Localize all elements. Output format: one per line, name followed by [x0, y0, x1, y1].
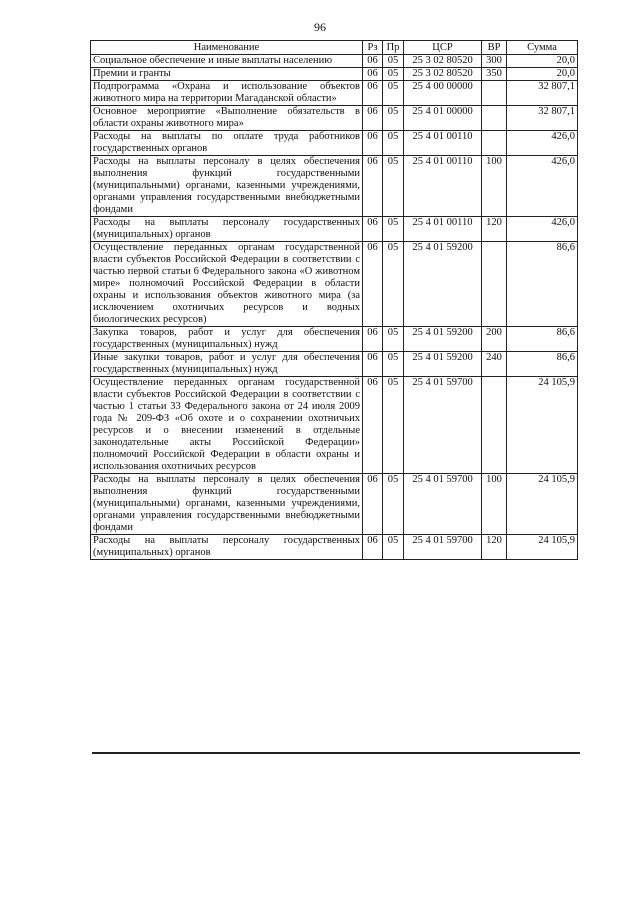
header-name: Наименование	[91, 41, 363, 55]
cell-vr: 240	[482, 352, 507, 377]
table-row	[91, 474, 578, 535]
cell-pr: 05	[383, 81, 404, 106]
cell-vr	[482, 377, 507, 474]
cell-name: Расходы на выплаты персоналу государственных (муниципальных) органов	[91, 217, 363, 242]
cell-csr: 25 4 01 59700	[404, 474, 482, 535]
cell-name: Осуществление переданных органам государственной власти субъектов Российской Федерации в соответствии с частью первой статьи 6 Федерального закона «О животном мире» полномочий Российской Федерации в области охраны и использования объектов животного мира (за исключением охотничьих ресурсов и водных биологических ресурсов)	[91, 242, 363, 327]
cell-vr: 350	[482, 68, 507, 81]
cell-vr: 200	[482, 327, 507, 352]
cell-name: Закупка товаров, работ и услуг для обеспечения государственных (муниципальных) нужд	[91, 327, 363, 352]
cell-vr: 300	[482, 55, 507, 68]
cell-csr: 25 4 01 00000	[404, 106, 482, 131]
cell-sum: 86,6	[507, 242, 578, 327]
cell-pr: 05	[383, 377, 404, 474]
cell-sum: 86,6	[507, 327, 578, 352]
cell-rz: 06	[363, 474, 383, 535]
cell-name: Иные закупки товаров, работ и услуг для обеспечения государственных (муниципальных) нужд	[91, 352, 363, 377]
table-row	[91, 535, 578, 560]
cell-vr: 100	[482, 474, 507, 535]
budget-table	[90, 40, 578, 560]
cell-pr: 05	[383, 55, 404, 68]
cell-rz: 06	[363, 55, 383, 68]
cell-rz: 06	[363, 242, 383, 327]
cell-pr: 05	[383, 327, 404, 352]
cell-rz: 06	[363, 352, 383, 377]
cell-sum: 24 105,9	[507, 377, 578, 474]
table-row	[91, 68, 578, 81]
table-row	[91, 131, 578, 156]
cell-pr: 05	[383, 106, 404, 131]
cell-sum: 426,0	[507, 217, 578, 242]
cell-sum: 32 807,1	[507, 106, 578, 131]
cell-vr: 100	[482, 156, 507, 217]
table-row	[91, 352, 578, 377]
header-csr: ЦСР	[404, 41, 482, 55]
cell-pr: 05	[383, 217, 404, 242]
cell-vr: 120	[482, 217, 507, 242]
cell-pr: 05	[383, 474, 404, 535]
cell-rz: 06	[363, 327, 383, 352]
cell-sum: 24 105,9	[507, 535, 578, 560]
cell-csr: 25 4 00 00000	[404, 81, 482, 106]
cell-rz: 06	[363, 156, 383, 217]
cell-csr: 25 4 01 59200	[404, 327, 482, 352]
cell-sum: 32 807,1	[507, 81, 578, 106]
cell-vr	[482, 81, 507, 106]
table-row	[91, 106, 578, 131]
cell-rz: 06	[363, 535, 383, 560]
cell-sum: 426,0	[507, 131, 578, 156]
cell-rz: 06	[363, 106, 383, 131]
table-row	[91, 55, 578, 68]
cell-pr: 05	[383, 242, 404, 327]
header-pr: Пр	[383, 41, 404, 55]
cell-sum: 20,0	[507, 55, 578, 68]
cell-name: Основное мероприятие «Выполнение обязательств в области охраны животного мира»	[91, 106, 363, 131]
cell-name: Расходы на выплаты персоналу в целях обеспечения выполнения функций государственными (муниципальными) органами, казенными учреждениями, органами управления государственными внебюджетными фондами	[91, 474, 363, 535]
cell-vr: 120	[482, 535, 507, 560]
cell-sum: 426,0	[507, 156, 578, 217]
page-number: 96	[314, 20, 326, 34]
cell-sum: 24 105,9	[507, 474, 578, 535]
table-header-row	[91, 41, 578, 55]
header-rz: Рз	[363, 41, 383, 55]
cell-rz: 06	[363, 81, 383, 106]
table-row	[91, 327, 578, 352]
cell-csr: 25 4 01 59200	[404, 352, 482, 377]
cell-name: Премии и гранты	[91, 68, 363, 81]
cell-pr: 05	[383, 68, 404, 81]
cell-vr	[482, 242, 507, 327]
cell-csr: 25 4 01 00110	[404, 156, 482, 217]
cell-csr: 25 4 01 59700	[404, 535, 482, 560]
cell-rz: 06	[363, 217, 383, 242]
footer-divider	[92, 752, 580, 754]
cell-vr	[482, 106, 507, 131]
cell-name: Расходы на выплаты по оплате труда работников государственных органов	[91, 131, 363, 156]
cell-rz: 06	[363, 131, 383, 156]
cell-csr: 25 4 01 00110	[404, 217, 482, 242]
cell-pr: 05	[383, 131, 404, 156]
cell-vr	[482, 131, 507, 156]
cell-name: Расходы на выплаты персоналу государственных (муниципальных) органов	[91, 535, 363, 560]
cell-csr: 25 4 01 59700	[404, 377, 482, 474]
cell-sum: 86,6	[507, 352, 578, 377]
table-row	[91, 156, 578, 217]
cell-name: Социальное обеспечение и иные выплаты населению	[91, 55, 363, 68]
cell-name: Подпрограмма «Охрана и использование объектов животного мира на территории Магаданской области»	[91, 81, 363, 106]
cell-pr: 05	[383, 156, 404, 217]
cell-rz: 06	[363, 68, 383, 81]
cell-csr: 25 3 02 80520	[404, 55, 482, 68]
cell-csr: 25 4 01 59200	[404, 242, 482, 327]
cell-pr: 05	[383, 535, 404, 560]
cell-rz: 06	[363, 377, 383, 474]
table-row	[91, 81, 578, 106]
cell-sum: 20,0	[507, 68, 578, 81]
cell-csr: 25 4 01 00110	[404, 131, 482, 156]
table-row	[91, 377, 578, 474]
cell-pr: 05	[383, 352, 404, 377]
header-sum: Сумма	[507, 41, 578, 55]
header-vr: ВР	[482, 41, 507, 55]
cell-name: Осуществление переданных органам государственной власти субъектов Российской Федерации в соответствии с частью 1 статьи 33 Федерального закона от 24 июля 2009 года № 209-ФЗ «Об охоте и о сохранении охотничьих ресурсов и о внесении изменений в отдельные законодательные акты Российской Федерации» полномочий Российской Федерации в области охраны и использования охотничьих ресурсов	[91, 377, 363, 474]
table-row	[91, 242, 578, 327]
cell-name: Расходы на выплаты персоналу в целях обеспечения выполнения функций государственными (муниципальными) органами, казенными учреждениями, органами управления государственными внебюджетными фондами	[91, 156, 363, 217]
table-row	[91, 217, 578, 242]
cell-csr: 25 3 02 80520	[404, 68, 482, 81]
